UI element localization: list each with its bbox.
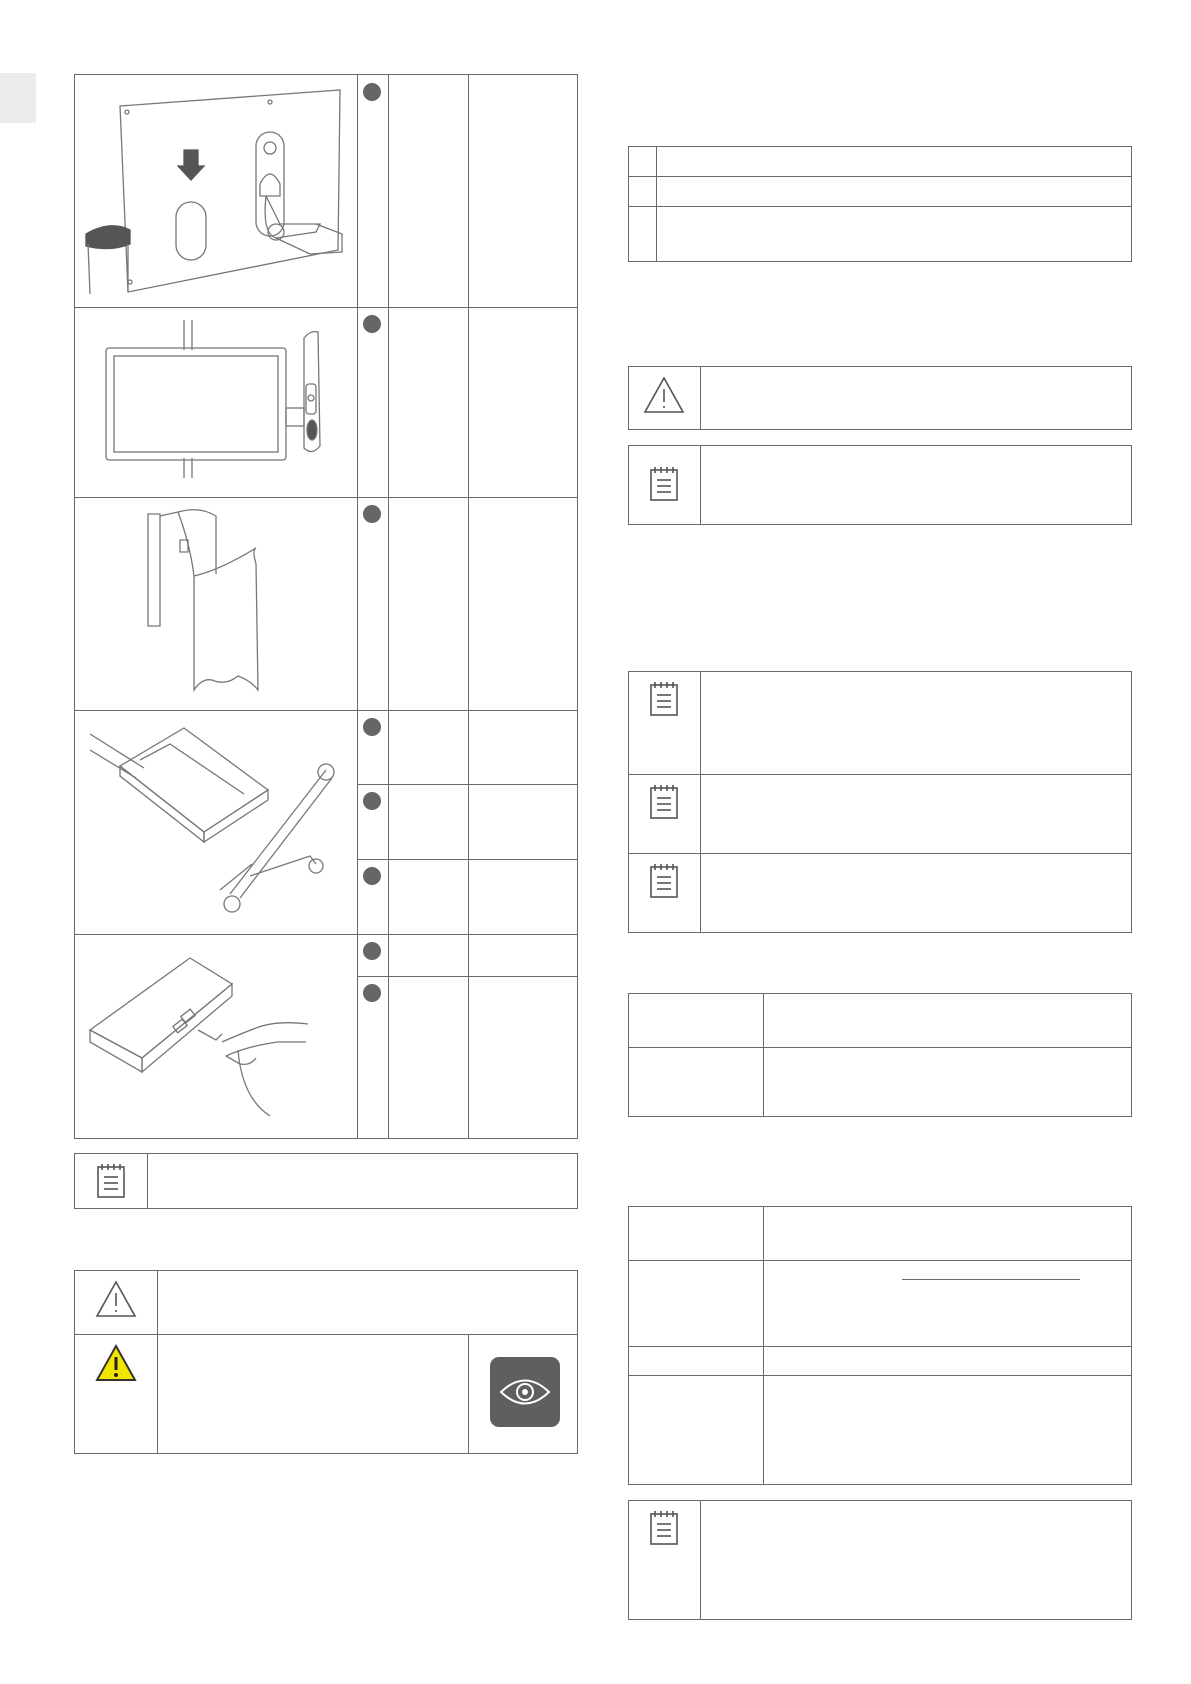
notepad-icon [649, 466, 679, 502]
warning-triangle-icon [95, 1280, 137, 1318]
notepad-icon [649, 1510, 679, 1546]
notes-box [628, 671, 1132, 933]
wall-mount-illustration [80, 84, 352, 300]
step-marker [363, 792, 381, 810]
note-box [628, 445, 1132, 525]
notepad-icon [96, 1163, 126, 1199]
caution-box [628, 366, 1132, 430]
step-marker [363, 942, 381, 960]
step-marker [363, 83, 381, 101]
notepad-icon [649, 784, 679, 820]
warning-triangle-icon [643, 376, 685, 414]
notepad-icon [649, 863, 679, 899]
cable-connection-illustration [80, 938, 352, 1134]
scanner-holder-illustration [80, 504, 352, 704]
spec-table [628, 993, 1132, 1117]
eye-icon [497, 1375, 553, 1409]
step-marker [363, 505, 381, 523]
step-marker [363, 867, 381, 885]
item-table [628, 146, 1132, 262]
note-box [74, 1153, 578, 1209]
yellow-warning-triangle-icon [95, 1344, 137, 1382]
step-marker [363, 718, 381, 736]
page-tab-marker [0, 73, 36, 123]
note-box [628, 1500, 1132, 1620]
underline-mark [902, 1279, 1080, 1280]
step-marker [363, 315, 381, 333]
monitor-scanner-illustration [80, 318, 352, 490]
cart-computer-illustration [80, 714, 352, 926]
notepad-icon [649, 681, 679, 717]
step-marker [363, 984, 381, 1002]
